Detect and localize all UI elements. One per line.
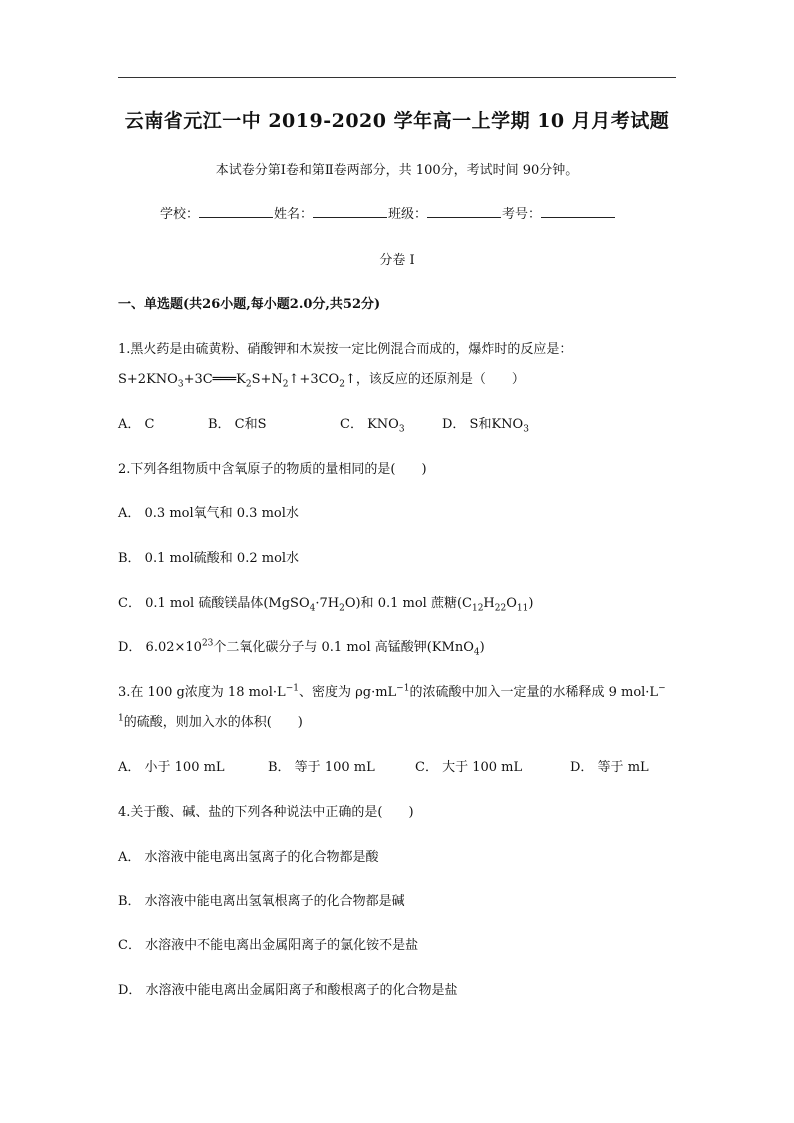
field-class-blank[interactable] xyxy=(427,205,501,218)
q2-option-c[interactable]: C． 0.1 mol 硫酸镁晶体$(MgSO_4\cdot 7H_2O)$和 0.1 mol 蔗糖$(C_{12}H_{22}O_{11})$ xyxy=(118,596,534,614)
q4-option-d[interactable]: D． 水溶液中能电离出金属阳离子和酸根离子的化合物是盐 xyxy=(118,983,458,998)
q4-stem: 4.关于酸、碱、盐的下列各种说法中正确的是( ) xyxy=(118,805,414,820)
field-class-label: 班级： xyxy=(388,207,428,222)
field-school-label: 学校： xyxy=(160,207,200,222)
volume-label: 分卷 I xyxy=(379,253,415,268)
q3-stem-line1: 3.在 100 g浓度为 18 $mol\cdot L^{-1}$、密度为 $\rho g\cdot mL^{-1}$的浓硫酸中加入一定量的水稀释成 9 mol·L− xyxy=(118,683,666,700)
q1-option-b[interactable]: B． C和S xyxy=(208,417,267,432)
q3-option-d[interactable]: D． 等于 mL xyxy=(570,760,649,775)
q3-option-b[interactable]: B． 等于 100 mL xyxy=(268,760,375,775)
q1-option-c[interactable]: C． $KNO_3$ xyxy=(340,417,405,435)
q2-stem: 2.下列各组物质中含氧原子的物质的量相同的是( ) xyxy=(118,462,427,477)
student-info-fields xyxy=(160,203,616,222)
header-rule xyxy=(118,77,676,78)
field-id-label: 考号： xyxy=(502,207,542,222)
q1-stem-line1: 1.黑火药是由硫黄粉、硝酸钾和木炭按一定比例混合而成的，爆炸时的反应是： xyxy=(118,342,573,357)
field-name-blank[interactable] xyxy=(313,205,387,218)
q3-option-a[interactable]: A． 小于 100 mL xyxy=(118,760,225,775)
section-heading: 一、单选题(共26小题,每小题2.0分,共52分) xyxy=(118,297,381,312)
q3-option-c[interactable]: C． 大于 100 mL xyxy=(415,760,523,775)
q1-stem-line2: $S+2KNO_3+3C═══K_2S+N_2↑+3CO_2↑$，该反应的还原剂是（ ） xyxy=(118,372,525,390)
page-title: 云南省元江一中 2019-2020 学年高一上学期 10 月月考试题 xyxy=(124,110,670,132)
q3-options xyxy=(118,756,649,775)
q4-option-c[interactable]: C． 水溶液中不能电离出金属阳离子的氯化铵不是盐 xyxy=(118,938,419,953)
q3-stem-line2: $^1$的硫酸，则加入水的体积( ) xyxy=(118,713,303,730)
field-id-blank[interactable] xyxy=(541,205,615,218)
exam-note: 本试卷分第Ⅰ卷和第Ⅱ卷两部分，共 100分，考试时间 90分钟。 xyxy=(215,163,579,178)
field-school-blank[interactable] xyxy=(199,205,273,218)
q4-option-a[interactable]: A． 水溶液中能电离出氢离子的化合物都是酸 xyxy=(118,850,379,865)
field-name-label: 姓名： xyxy=(274,207,314,222)
q1-option-a[interactable]: A． C xyxy=(118,417,155,432)
q1-option-d[interactable]: D． S和$KNO_3$ xyxy=(442,417,529,435)
q2-option-b[interactable]: B． 0.1 mol硫酸和 0.2 mol水 xyxy=(118,551,300,566)
q4-option-b[interactable]: B． 水溶液中能电离出氢氧根离子的化合物都是碱 xyxy=(118,894,405,909)
q1-options xyxy=(118,413,529,435)
q2-option-d[interactable]: D． $6.02\times 10^{23}$个二氧化碳分子与 0.1 mol 高锰酸钾(KMnO$_4$) xyxy=(118,638,485,658)
q2-option-a[interactable]: A． 0.3 mol氧气和 0.3 mol水 xyxy=(118,506,299,521)
